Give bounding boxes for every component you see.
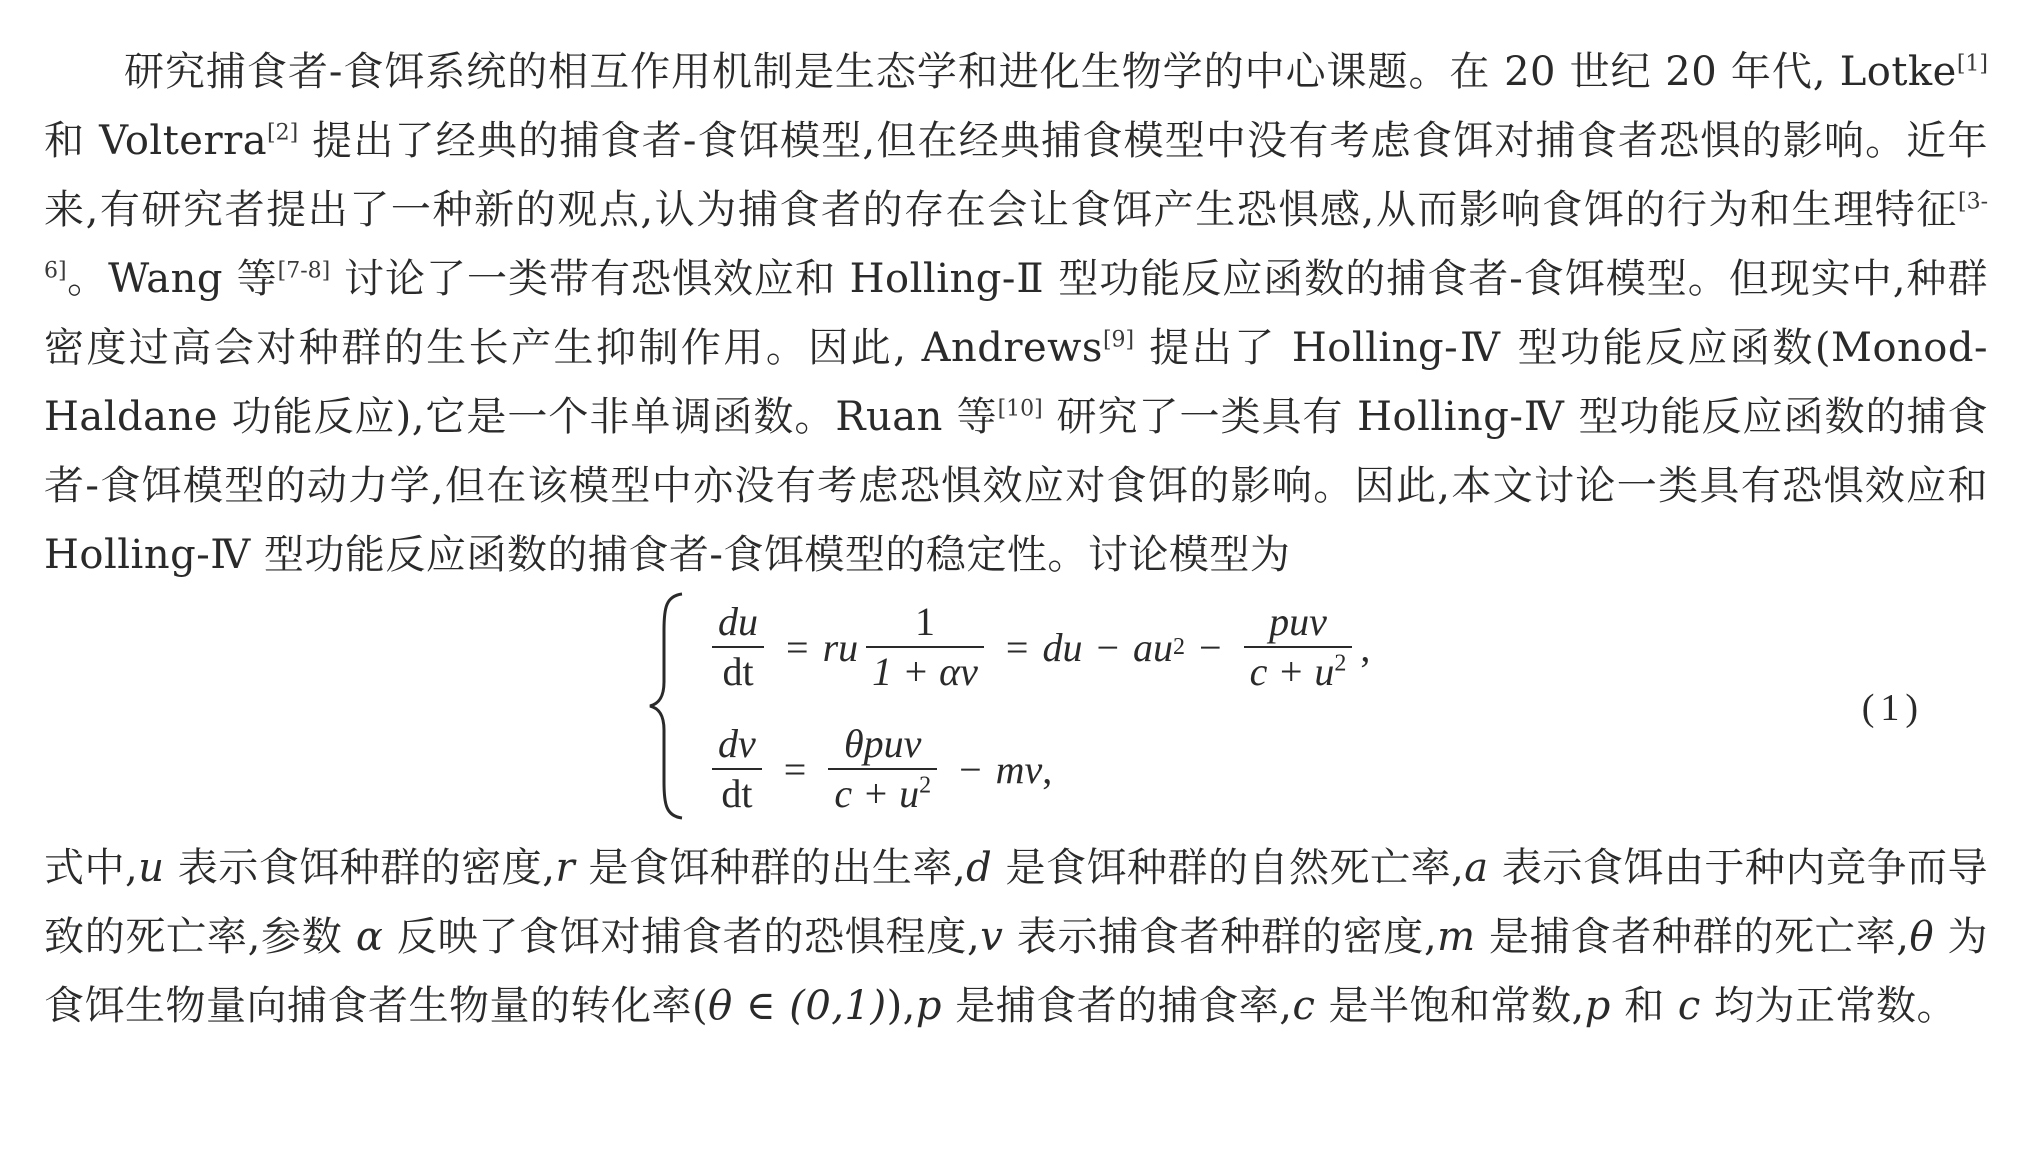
- equals-sign: =: [1005, 624, 1029, 670]
- du-dt-fraction: [712, 600, 764, 694]
- fraction-bar: [828, 768, 937, 770]
- parameter-paragraph: [44, 834, 1988, 1041]
- citation-9[interactable]: [9]: [1102, 327, 1135, 353]
- citation-2[interactable]: [2]: [267, 120, 299, 146]
- dv-dt-fraction: [712, 722, 762, 816]
- variable-p: p: [915, 983, 942, 1029]
- minus-sign: −: [959, 746, 982, 792]
- param-text: 反映了食饵对捕食者的恐惧程度,: [383, 914, 981, 960]
- variable-a: a: [1464, 845, 1489, 891]
- variable-v: v: [980, 914, 1004, 960]
- intro-text-3: 提出了经典的捕食者-食饵模型,但在经典捕食模型中没有考虑食饵对捕食者恐惧的影响。近年来,有研究者提出了一种新的观点,认为捕食者的存在会让食饵产生恐惧感,从而影响食饵的行为和生理特征: [44, 118, 1989, 233]
- param-text: 是半饱和常数,: [1315, 983, 1585, 1029]
- citation-10[interactable]: [10]: [997, 396, 1043, 422]
- exponent: 2: [1334, 650, 1347, 677]
- intro-text-2: 和 Volterra: [44, 118, 268, 164]
- variable-m: m: [1437, 914, 1476, 960]
- fear-fraction: [866, 600, 984, 694]
- intro-text-4: 。Wang 等: [66, 256, 278, 302]
- variable-theta: θ: [1909, 914, 1935, 960]
- intro-text-5: 讨论了一类带有恐惧效应和 Holling-Ⅱ 型功能反应函数的捕食者-食饵模型。但现实中,种群密度过高会对种群的生长产生抑制作用。因此, Andrews: [44, 256, 1988, 371]
- fraction-numerator: puv: [1269, 599, 1327, 644]
- holling-fraction: [1244, 600, 1353, 694]
- citation-3-6[interactable]: [3-6]: [44, 189, 1988, 284]
- term-mv: mv: [995, 746, 1043, 792]
- term-du: du: [1042, 624, 1083, 670]
- variable-p: p: [1584, 983, 1611, 1029]
- minus-sign: −: [1096, 624, 1120, 670]
- equals-sign: =: [786, 624, 809, 670]
- paper-page: [44, 38, 1988, 1041]
- fraction-denominator: dt: [721, 771, 753, 816]
- param-text: 是捕食者的捕食率,: [942, 983, 1293, 1029]
- term-ru: ru: [822, 624, 859, 670]
- intro-text-6: 提出了 Holling-Ⅳ 型功能反应函数(Monod-Haldane 功能反应),它是一个非单调函数。Ruan 等: [44, 325, 1988, 440]
- fraction-denominator: [1244, 650, 1353, 694]
- param-text: 表示食饵由于种内竞争而导致的死亡率,参数: [44, 845, 1988, 960]
- fraction-numerator: dv: [718, 721, 756, 766]
- term-au: au: [1133, 624, 1174, 670]
- variable-u: u: [138, 845, 165, 891]
- fraction-denominator: [828, 772, 937, 816]
- conversion-fraction: [828, 722, 937, 816]
- intro-paragraph: [44, 38, 1988, 590]
- variable-alpha: α: [355, 914, 384, 960]
- param-text: 表示食饵种群的密度,: [164, 845, 556, 891]
- variable-c: c: [1292, 983, 1316, 1029]
- fraction-bar: [1244, 646, 1353, 648]
- citation-7-8[interactable]: [7-8]: [277, 258, 331, 284]
- left-brace-icon: [646, 590, 690, 822]
- variable-r: r: [555, 845, 576, 891]
- comma: ,: [1360, 624, 1371, 670]
- fraction-bar: [712, 768, 762, 770]
- equation-number: (1): [1861, 687, 1924, 729]
- variable-d: d: [966, 845, 993, 891]
- minus-sign: −: [1199, 624, 1222, 670]
- fraction-denominator: 1 + αv: [872, 649, 978, 694]
- model-equation: [44, 598, 1988, 828]
- param-text: 和: [1610, 983, 1678, 1029]
- comma: ,: [1042, 746, 1053, 792]
- param-text: 表示捕食者种群的密度,: [1003, 914, 1438, 960]
- param-text: 式中,: [44, 845, 139, 891]
- denominator-text: c + u: [834, 771, 920, 816]
- fraction-numerator: θpuv: [844, 721, 922, 766]
- fraction-bar: [866, 646, 984, 648]
- variable-c: c: [1677, 983, 1701, 1029]
- param-text: 是食饵种群的出生率,: [575, 845, 967, 891]
- fraction-denominator: dt: [722, 649, 754, 694]
- param-text: 是捕食者种群的死亡率,: [1475, 914, 1910, 960]
- fraction-numerator: 1: [915, 599, 936, 644]
- intro-text-7: 研究了一类具有 Holling-Ⅳ 型功能反应函数的捕食者-食饵模型的动力学,但在该模型中亦没有考虑恐惧效应对食饵的影响。因此,本文讨论一类具有恐惧效应和 Holling-Ⅳ 型功能反应函数的捕食者-食饵模型的稳定性。讨论模型为: [44, 394, 1988, 578]
- denominator-text: c + u: [1249, 649, 1335, 694]
- exponent: 2: [919, 772, 932, 799]
- param-text: ),: [886, 983, 916, 1029]
- equation-row-prey: $\frac{du}{dt}$ = ru $\frac{1}{1 + \alpha v}$ = du − au 2 − $\frac{\text{puv}}{c + u^2}$ ,: [704, 600, 1370, 694]
- param-text: 是食饵种群的自然死亡率,: [992, 845, 1465, 891]
- theta-range: θ ∈ (0,1): [708, 983, 887, 1029]
- equals-sign: =: [783, 746, 807, 792]
- intro-text-1: 研究捕食者-食饵系统的相互作用机制是生态学和进化生物学的中心课题。在 20 世纪 20 年代, Lotke: [124, 49, 1957, 95]
- param-text: 均为正常数。: [1700, 983, 1957, 1029]
- fraction-bar: [712, 646, 764, 648]
- equation-row-predator: [704, 722, 1052, 816]
- param-text: 为食饵生物量向捕食者生物量的转化率(: [44, 914, 1988, 1029]
- citation-1[interactable]: [1]: [1956, 51, 1988, 77]
- fraction-numerator: du: [718, 599, 758, 644]
